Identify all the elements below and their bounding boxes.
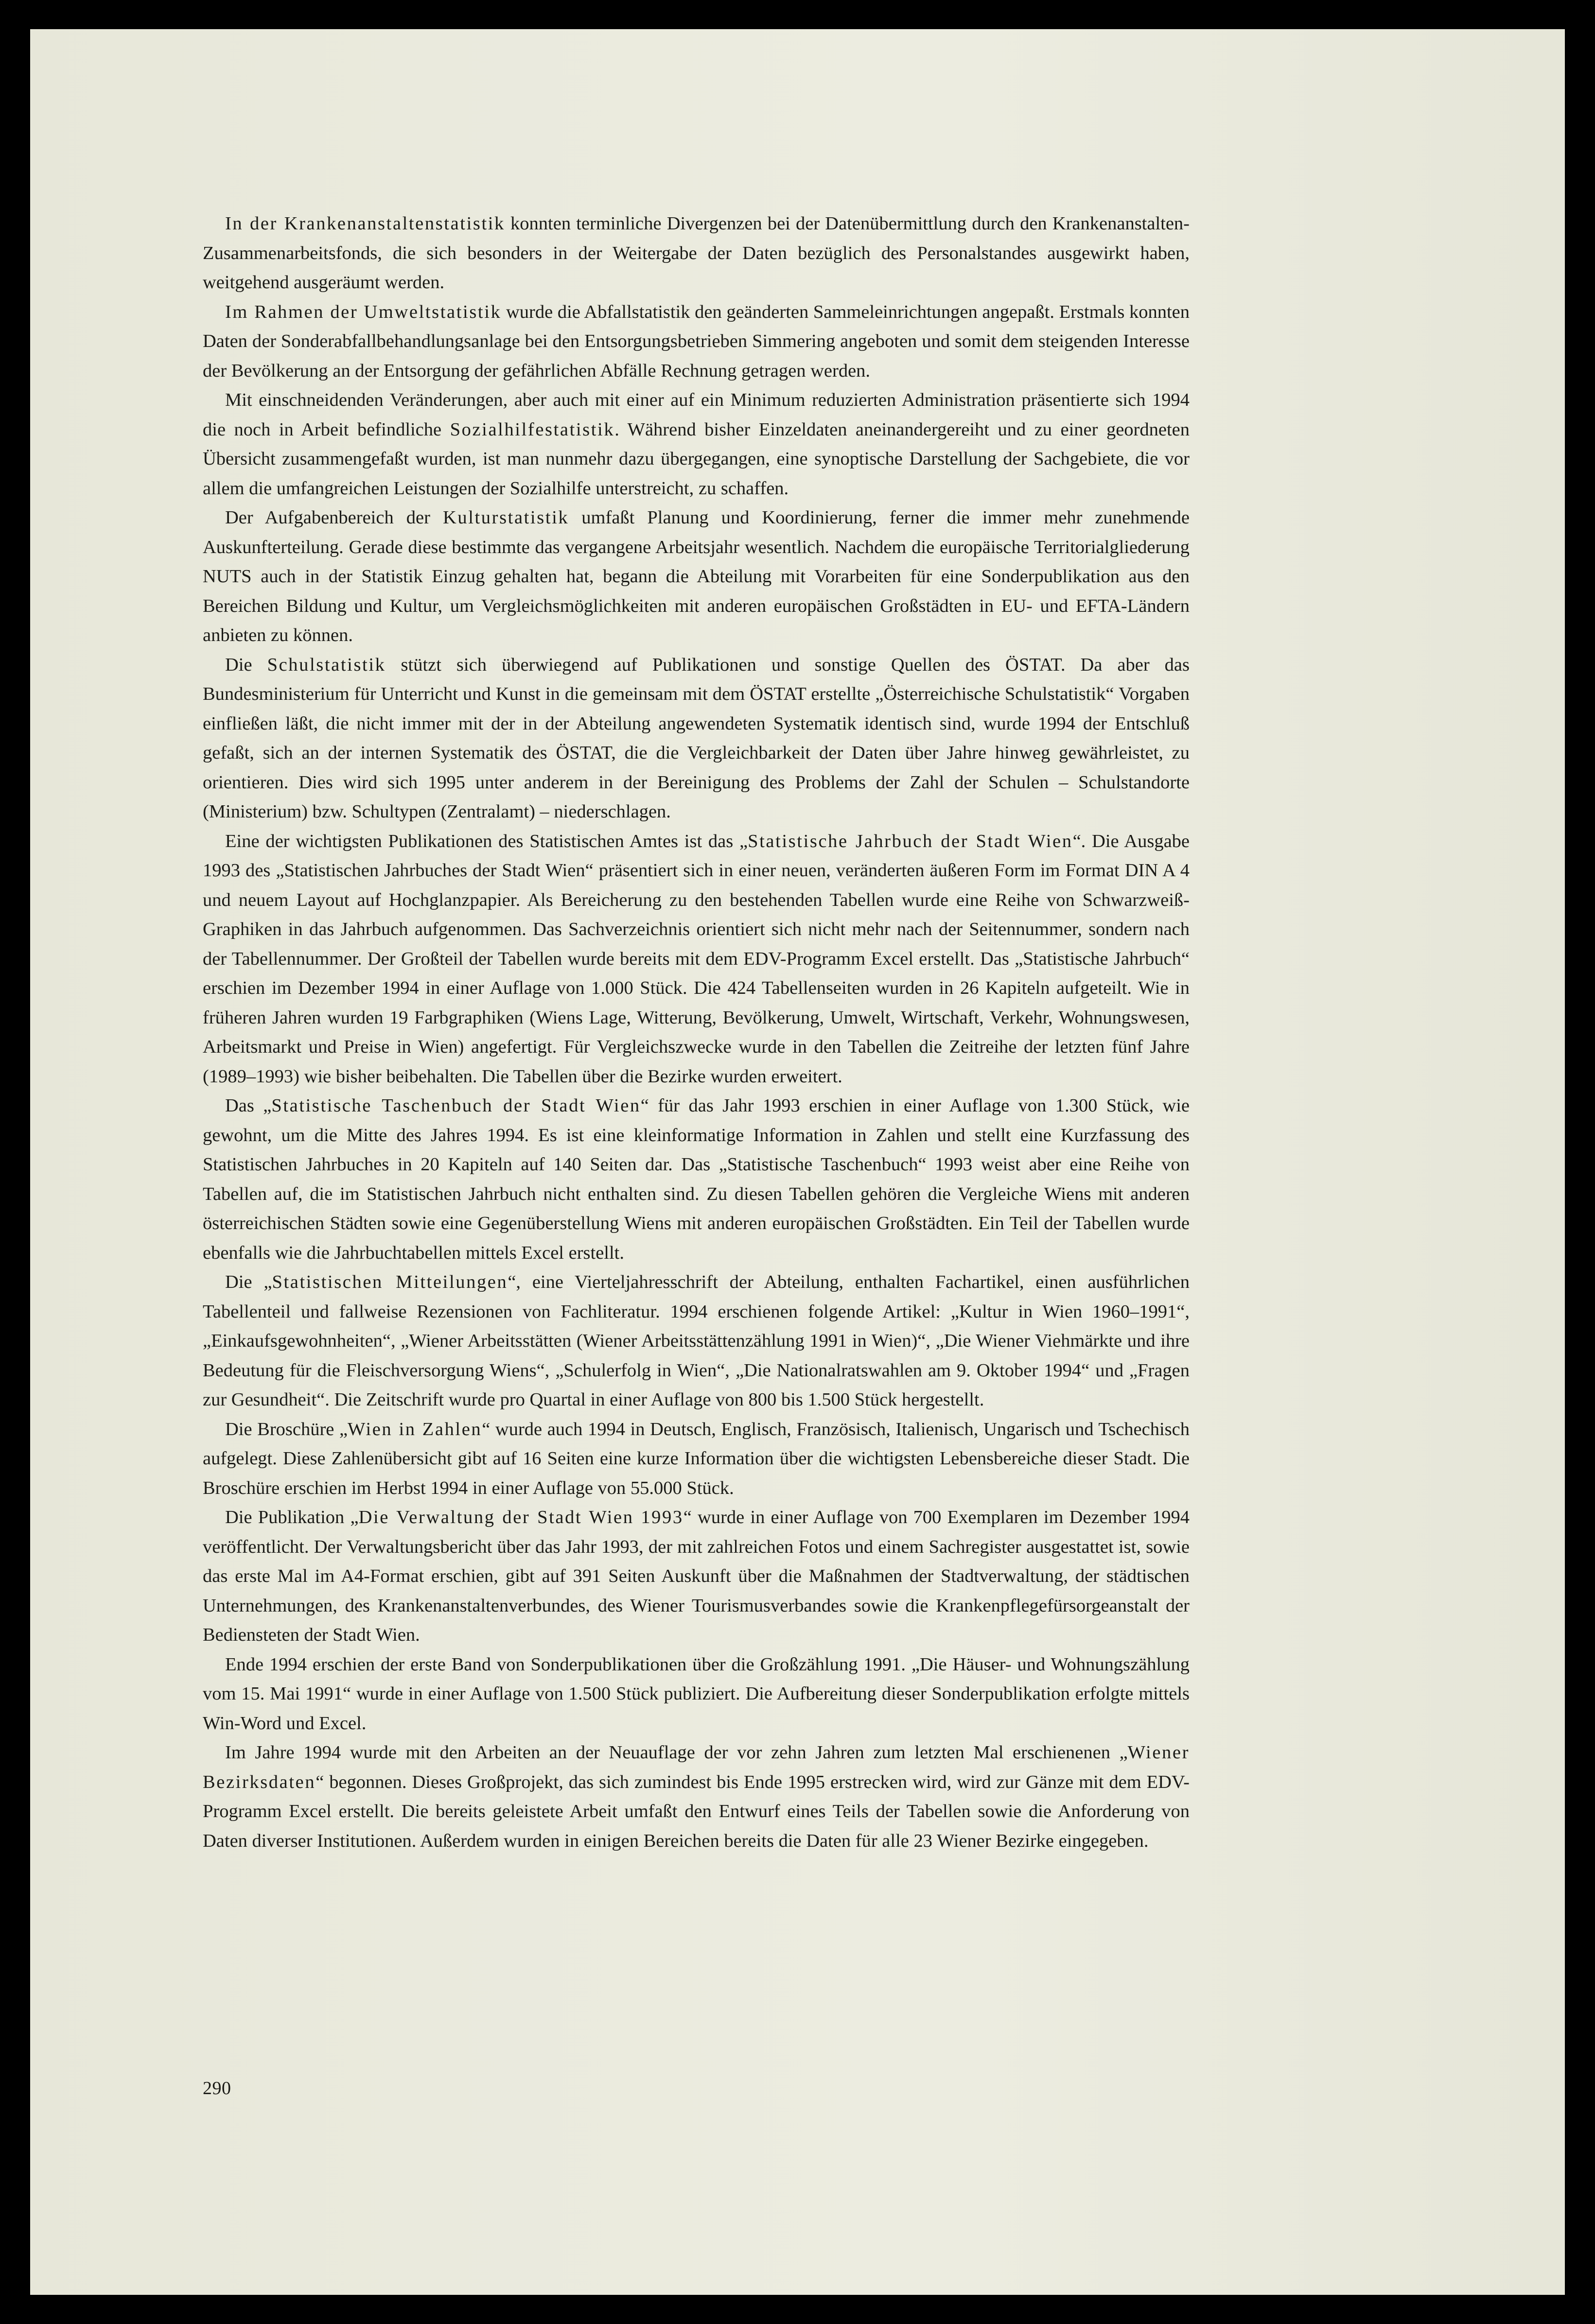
paragraph-10 (203, 1503, 1190, 1650)
paragraph-1-lead-term: In der Krankenanstaltenstatistik (225, 213, 505, 234)
paragraph-2 (203, 297, 1190, 386)
paragraph-6-text-before: Eine der wichtigsten Publikationen des Statistischen Amtes ist das „ (225, 831, 748, 851)
paragraph-9-text-before: Die Broschüre „ (225, 1419, 348, 1439)
paragraph-6-text-after: “. Die Ausgabe 1993 des „Statistischen Jahrbuches der Stadt Wien“ präsentiert sich in einer neuen, veränderten äußeren Form im Format DIN A 4 und neuem Layout auf Hochglanzpapier. Als Bereicherung zu den bestehenden Tabellen wurde eine Reihe von Schwarzweiß-Graphiken in das Jahrbuch aufgenommen. Das Sachverzeichnis orientiert sich nicht mehr nach der Seitennummer, sondern nach der Tabellennummer. Der Großteil der Tabellen wurde bereits mit dem EDV-Programm Excel erstellt. Das „Statistische Jahrbuch“ erschien im Dezember 1994 in einer Auflage von 1.000 Stück. Die 424 Tabellenseiten wurden in 26 Kapiteln aufgeteilt. Wie in früheren Jahren wurden 19 Farbgraphiken (Wiens Lage, Witterung, Bevölkerung, Umwelt, Wirtschaft, Verkehr, Wohnungswesen, Arbeitsmarkt und Preise in Wien) angefertigt. Für Vergleichszwecke wurde in den Tabellen die Zeitreihe der letzten fünf Jahre (1989–1993) wie bisher beibehalten. Die Tabellen über die Bezirke wurden erweitert. (203, 831, 1190, 1087)
paragraph-6 (203, 827, 1190, 1092)
paragraph-7-term: Statistische Taschenbuch der Stadt Wien (271, 1095, 641, 1116)
paper-surface (30, 29, 1565, 2295)
paragraph-12-term: Wiener Bezirksdaten (203, 1742, 1190, 1792)
paragraph-4-text-after: umfaßt Planung und Koordinierung, ferner die immer mehr zunehmende Auskunfterteilung. Gerade diese bestimmte das vergangene Arbeitsjahr wesentlich. Nachdem die europäische Territorialgliederung NUTS auch in der Statistik Einzug gehalten hat, begann die Abteilung mit Vorarbeiten für eine Sonderpublikation aus den Bereichen Bildung und Kultur, um Vergleichsmöglichkeiten mit anderen europäischen Großstädten in EU- und EFTA-Ländern anbieten zu können. (203, 507, 1190, 645)
paragraph-11-text: Ende 1994 erschien der erste Band von Sonderpublikationen über die Großzählung 1991. „Die Häuser- und Wohnungszählung vom 15. Mai 1991“ wurde in einer Auflage von 1.500 Stück publiziert. Die Aufbereitung dieser Sonderpublikation erfolgte mittels Win-Word und Excel. (203, 1654, 1190, 1734)
paragraph-9-term: Wien in Zahlen (348, 1419, 482, 1439)
paragraph-7-text-before: Das „ (225, 1095, 272, 1116)
paragraph-8-text-before: Die „ (225, 1272, 272, 1292)
paragraph-1 (203, 209, 1190, 297)
paragraph-3 (203, 385, 1190, 503)
paragraph-9-text-after: “ wurde auch 1994 in Deutsch, Englisch, Französisch, Italienisch, Ungarisch und Tschechisch aufgelegt. Diese Zahlenübersicht gibt auf 16 Seiten eine kurze Information über die wichtigsten Lebensbereiche dieser Stadt. Die Broschüre erschien im Herbst 1994 in einer Auflage von 55.000 Stück. (203, 1419, 1190, 1498)
paragraph-10-text-before: Die Publikation „ (225, 1507, 359, 1527)
paragraph-3-text-after: . Während bisher Einzeldaten aneinandergereiht und zu einer geordneten Übersicht zusammengefaßt wurden, ist man nunmehr dazu übergegangen, eine synoptische Darstellung der Sachgebiete, die vor allem die umfangreichen Leistungen der Sozialhilfe unterstreicht, zu schaffen. (203, 419, 1190, 499)
paragraph-6-term: Statistische Jahrbuch der Stadt Wien (748, 831, 1073, 851)
paragraph-1-text: konnten terminliche Divergenzen bei der Datenübermittlung durch den Krankenanstalten-Zusammenarbeitsfonds, die sich besonders in der Weitergabe der Daten bezüglich des Personalstandes ausgewirkt haben, weitgehend ausgeräumt werden. (203, 213, 1190, 293)
paragraph-4-text-before: Der Aufgabenbereich der (225, 507, 443, 528)
paragraph-5-text-before: Die (225, 654, 267, 675)
paragraph-3-text-before: Mit einschneidenden Veränderungen, aber auch mit einer auf ein Minimum reduzierten Administration präsentierte sich 1994 die noch in Arbeit befindliche (203, 390, 1190, 440)
paragraph-8 (203, 1267, 1190, 1415)
paragraph-8-text-after: “, eine Vierteljahresschrift der Abteilung, enthalten Fachartikel, einen ausführlichen Tabellenteil und fallweise Rezensionen von Fachliteratur. 1994 erschienen folgende Artikel: „Kultur in Wien 1960–1991“, „Einkaufsgewohnheiten“, „Wiener Arbeitsstätten (Wiener Arbeitsstättenzählung 1991 in Wien)“, „Die Wiener Viehmärkte und ihre Bedeutung für die Fleischversorgung Wiens“, „Schulerfolg in Wien“, „Die Nationalratswahlen am 9. Oktober 1994“ und „Fragen zur Gesundheit“. Die Zeitschrift wurde pro Quartal in einer Auflage von 800 bis 1.500 Stück hergestellt. (203, 1272, 1190, 1410)
paragraph-7-text-after: “ für das Jahr 1993 erschien in einer Auflage von 1.300 Stück, wie gewohnt, um die Mitte des Jahres 1994. Es ist eine kleinformatige Information in Zahlen und stellt eine Kurzfassung des Statistischen Jahrbuches in 20 Kapiteln auf 140 Seiten dar. Das „Statistische Taschenbuch“ 1993 weist aber eine Reihe von Tabellen auf, die im Statistischen Jahrbuch nicht enthalten sind. Zu diesen Tabellen gehören die Vergleiche Wiens mit anderen österreichischen Städten sowie eine Gegenüberstellung Wiens mit anderen europäischen Großstädten. Ein Teil der Tabellen wurde ebenfalls wie die Jahrbuchtabellen mittels Excel erstellt. (203, 1095, 1190, 1263)
paragraph-5-text-after: stützt sich überwiegend auf Publikationen und sonstige Quellen des ÖSTAT. Da aber das Bundesministerium für Unterricht und Kunst in die gemeinsam mit dem ÖSTAT erstellte „Österreichische Schulstatistik“ Vorgaben einfließen läßt, die nicht immer mit der in der Abteilung angewendeten Systematik identisch sind, wurde 1994 der Entschluß gefaßt, sich an der internen Systematik des ÖSTAT, die die Vergleichbarkeit der Daten über Jahre hinweg gewährleistet, zu orientieren. Dies wird sich 1995 unter anderem in der Bereinigung des Problems der Zahl der Schulen – Schulstandorte (Ministerium) bzw. Schultypen (Zentralamt) – niederschlagen. (203, 654, 1190, 822)
paragraph-12 (203, 1738, 1190, 1856)
paragraph-10-term: Die Verwaltung der Stadt Wien 1993 (358, 1507, 684, 1527)
paragraph-3-term: Sozialhilfestatistik (450, 419, 615, 440)
paragraph-9 (203, 1415, 1190, 1503)
paragraph-8-term: Statistischen Mitteilungen (272, 1272, 508, 1292)
body-text-column (203, 209, 1190, 1856)
paragraph-5-term: Schulstatistik (267, 654, 386, 675)
paragraph-10-text-after: “ wurde in einer Auflage von 700 Exemplaren im Dezember 1994 veröffentlicht. Der Verwaltungsbericht über das Jahr 1993, der mit zahlreichen Fotos und einem Sachregister ausgestattet ist, sowie das erste Mal im A4-Format erschien, gibt auf 391 Seiten Auskunft über die Maßnahmen der Stadtverwaltung, der städtischen Unternehmungen, des Krankenanstaltenverbundes, des Wiener Tourismusverbandes sowie die Krankenpflegefürsorgeanstalt der Bediensteten der Stadt Wien. (203, 1507, 1190, 1645)
paragraph-7 (203, 1091, 1190, 1267)
paragraph-5 (203, 650, 1190, 827)
paragraph-2-lead-term: Im Rahmen der Umweltstatistik (225, 301, 502, 322)
paragraph-12-text-after: “ begonnen. Dieses Großprojekt, das sich zumindest bis Ende 1995 erstrecken wird, wird zur Gänze mit dem EDV-Programm Excel erstellt. Die bereits geleistete Arbeit umfaßt den Entwurf eines Teils der Tabellen sowie die Anforderung von Daten diverser Institutionen. Außerdem wurden in einigen Bereichen bereits die Daten für alle 23 Wiener Bezirke eingegeben. (203, 1771, 1190, 1851)
paragraph-2-text: wurde die Abfallstatistik den geänderten Sammeleinrichtungen angepaßt. Erstmals konnten Daten der Sonderabfallbehandlungsanlage bei den Entsorgungsbetrieben Simmering angeboten und somit dem steigenden Interesse der Bevölkerung an der Entsorgung der gefährlichen Abfälle Rechnung getragen werden. (203, 301, 1190, 381)
paragraph-12-text-before: Im Jahre 1994 wurde mit den Arbeiten an der Neuauflage der vor zehn Jahren zum letzten Mal erschienenen „ (225, 1742, 1128, 1763)
paragraph-11 (203, 1650, 1190, 1738)
page-number: 290 (203, 2078, 231, 2099)
document-page (30, 29, 1565, 2295)
paragraph-4-term: Kulturstatistik (442, 507, 569, 528)
paragraph-4 (203, 503, 1190, 650)
